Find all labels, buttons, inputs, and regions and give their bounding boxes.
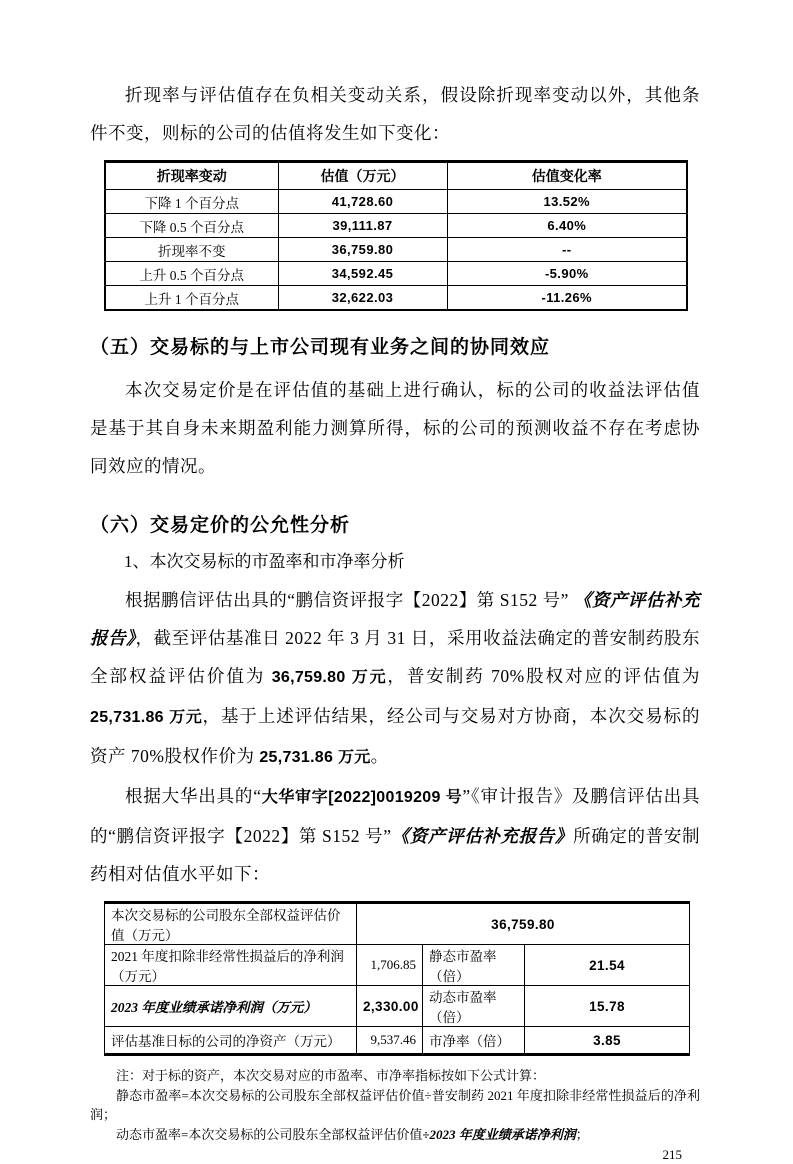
metric-row-label: 2023 年度业绩承诺净利润（万元） xyxy=(105,986,357,1027)
valuation-change-rate: 13.52% xyxy=(447,190,687,214)
section-6-item-1-title: 1、本次交易标的市盈率和市净率分析 xyxy=(124,552,405,571)
text-segment: ”《审计报告》及鹏信评估出具的“鹏信资评报字【2022】第 S152 号” xyxy=(90,786,700,846)
text-segment: ，截至评估基准日 2022 年 3 月 31 日，采用收益法确定的普安制药股东全部权益评估价值为 xyxy=(90,628,701,686)
text-segment: 所确定的普安制药相对估值水平如下： xyxy=(90,826,700,884)
net-profit-2021: 1,706.85 xyxy=(357,945,423,986)
valuation-value: 36,759.80 xyxy=(278,238,447,262)
metric-value: 3.85 xyxy=(525,1027,690,1055)
page-number: 215 xyxy=(662,1147,682,1162)
valuation-pricing-paragraph xyxy=(90,581,700,777)
discount-table-header-row xyxy=(105,162,687,190)
total-equity-valuation: 36,759.80 xyxy=(357,903,690,945)
valuation-value: 39,111.87 xyxy=(278,214,447,238)
discount-row-label: 折现率不变 xyxy=(105,238,278,262)
dynamic-pe-formula xyxy=(90,1125,700,1145)
discount-row-label: 上升 1 个百分点 xyxy=(105,286,278,311)
section-5-heading: （五）交易标的与上市公司现有业务之间的协同效应 xyxy=(90,337,551,358)
text-segment: 根据大华出具的“ xyxy=(125,786,262,806)
valuation-value: 32,622.03 xyxy=(278,286,447,311)
metric-name: 市净率（倍） xyxy=(423,1027,525,1055)
metric-value: 15.78 xyxy=(525,986,690,1027)
valuation-value: 34,592.45 xyxy=(278,262,447,286)
col-header-valuation-change-rate: 估值变化率 xyxy=(447,162,687,190)
amount-bold: 25,731.86 万元 xyxy=(259,749,371,766)
metric-row-label: 本次交易标的公司股东全部权益评估价值（万元） xyxy=(105,903,357,945)
report-title-bold: 《资产评估补充报告》 xyxy=(90,590,700,648)
col-header-discount-change: 折现率变动 xyxy=(105,162,278,190)
relative-valuation-paragraph xyxy=(90,777,700,893)
table-row xyxy=(105,262,687,286)
text-segment: 根据鹏信评估出具的“鹏信资评报字【2022】第 S152 号” xyxy=(125,590,574,610)
intro-paragraph: 折现率与评估值存在负相关变动关系，假设除折现率变动以外，其他条件不变，则标的公司的估值将发生如下变化： xyxy=(90,85,700,143)
metric-name: 静态市盈率（倍） xyxy=(423,945,525,986)
text-segment: ，普安制药 70%股权对应的评估值为 xyxy=(387,666,701,686)
text-segment: ； xyxy=(575,1126,589,1142)
table-row xyxy=(105,945,690,986)
table-row xyxy=(105,986,690,1027)
valuation-change-rate: -11.26% xyxy=(447,286,687,311)
promised-net-profit-2023: 2,330.00 xyxy=(357,986,423,1027)
section-6-heading: （六）交易定价的公允性分析 xyxy=(90,515,351,536)
valuation-change-rate: -- xyxy=(447,238,687,262)
promised-profit-bold: ÷2023 年度业绩承诺净利润 xyxy=(422,1126,576,1142)
table-row xyxy=(105,903,690,945)
discount-sensitivity-table xyxy=(104,160,688,311)
valuation-metrics-table xyxy=(104,901,690,1056)
table-row xyxy=(105,214,687,238)
static-pe-formula: 静态市盈率=本次交易标的公司股东全部权益评估价值÷普安制药 2021 年度扣除非经常性损益后的净利润； xyxy=(90,1087,700,1122)
table-row xyxy=(105,238,687,262)
text-segment: 动态市盈率=本次交易标的公司股东全部权益评估价值 xyxy=(116,1126,423,1142)
audit-report-no-bold: 大华审字[2022]0019209 号 xyxy=(261,789,463,806)
amount-bold: 36,759.80 万元 xyxy=(271,669,388,686)
amount-bold: 25,731.86 万元 xyxy=(90,709,203,726)
col-header-valuation: 估值（万元） xyxy=(278,162,447,190)
discount-row-label: 下降 0.5 个百分点 xyxy=(105,214,278,238)
metric-value: 21.54 xyxy=(525,945,690,986)
metric-row-label: 评估基准日标的公司的净资产（万元） xyxy=(105,1027,357,1055)
notes-block xyxy=(90,1066,700,1144)
note-intro: 注：对于标的资产，本次交易对应的市盈率、市净率指标按如下公式计算： xyxy=(116,1068,546,1083)
metric-row-label: 2021 年度扣除非经常性损益后的净利润（万元） xyxy=(105,945,357,986)
report-title-bold: 《资产评估补充报告》 xyxy=(391,826,574,846)
discount-row-label: 下降 1 个百分点 xyxy=(105,190,278,214)
section-5-paragraph: 本次交易定价是在评估值的基础上进行确认，标的公司的收益法评估值是基于其自身未来期盈利能力测算所得，标的公司的预测收益不存在考虑协同效应的情况。 xyxy=(90,380,700,476)
table-row xyxy=(105,1027,690,1055)
metric-name: 动态市盈率（倍） xyxy=(423,986,525,1027)
valuation-change-rate: 6.40% xyxy=(447,214,687,238)
discount-row-label: 上升 0.5 个百分点 xyxy=(105,262,278,286)
text-segment: ，基于上述评估结果，经公司与交易对方协商，本次交易标的资产 70%股权作价为 xyxy=(90,706,700,766)
valuation-value: 41,728.60 xyxy=(278,190,447,214)
net-assets-value: 9,537.46 xyxy=(357,1027,423,1055)
table-row xyxy=(105,190,687,214)
text-segment: 。 xyxy=(370,746,389,766)
table-row xyxy=(105,286,687,311)
valuation-change-rate: -5.90% xyxy=(447,262,687,286)
